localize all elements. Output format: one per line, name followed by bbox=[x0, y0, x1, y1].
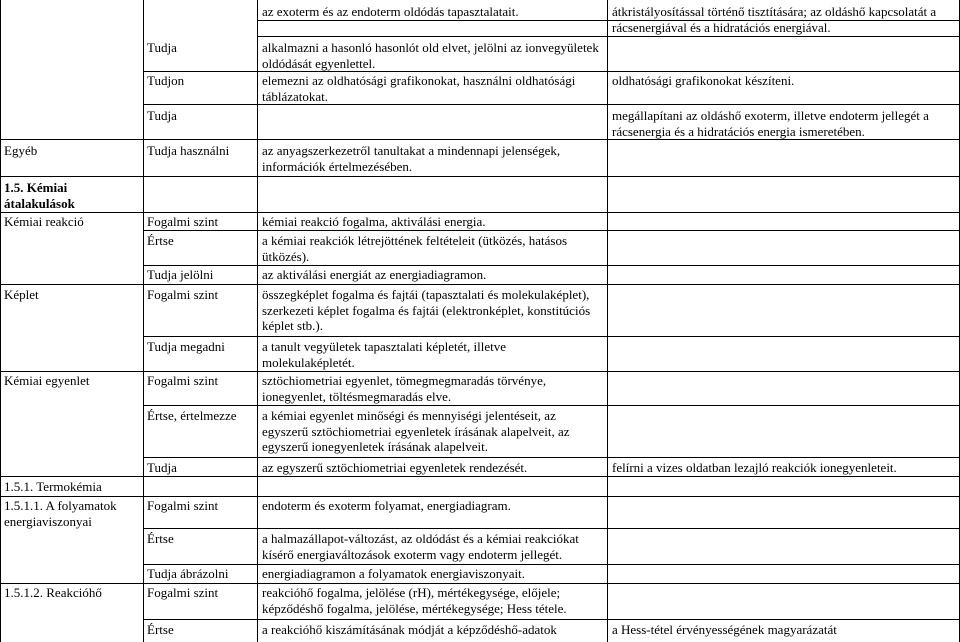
row-divider bbox=[143, 405, 959, 406]
row-topic: Kémiai reakció bbox=[4, 214, 84, 229]
section-heading: 1.5.1. Termokémia bbox=[4, 479, 102, 494]
row-divider bbox=[143, 336, 959, 337]
row-content: reakcióhő fogalma, jelölése (rH), mértékegysége, előjele; képződéshő fogalma, jelölése, mértékegysége; Hess tétele. bbox=[262, 585, 567, 616]
row-divider bbox=[0, 284, 960, 285]
row-topic: 1.5.1.2. Reakcióhő bbox=[4, 585, 102, 600]
row-requirement-level: Tudjon bbox=[147, 73, 185, 88]
row-divider bbox=[0, 371, 960, 372]
row-divider bbox=[143, 104, 959, 105]
row-divider bbox=[0, 583, 960, 584]
row-requirement-level: Tudja bbox=[147, 460, 177, 475]
row-content: kémiai reakció fogalma, aktiválási energia. bbox=[262, 214, 486, 229]
row-content: a kémiai egyenlet minőségi és mennyiségi jelentéseit, az egyszerű sztöchiometriai egyenletek írásának alapelveit, az egyszerű ionegyenletek írásának alapelveit. bbox=[262, 408, 570, 454]
row-divider bbox=[143, 265, 959, 266]
section-heading: 1.5. Kémiai átalakulások bbox=[4, 180, 75, 211]
row-content: sztöchiometriai egyenlet, tömegmegmaradás törvénye, ionegyenlet, töltésmegmaradás elve. bbox=[262, 373, 547, 404]
row-divider bbox=[257, 36, 959, 37]
row-divider bbox=[143, 71, 959, 72]
row-advanced-content: átkristályosítással történő tisztítására; az oldáshő kapcsolatát a rácsenergiával és a hidratációs energiával. bbox=[612, 4, 937, 35]
row-divider bbox=[0, 139, 960, 140]
row-requirement-level: Tudja ábrázolni bbox=[147, 566, 229, 581]
row-topic: Egyéb bbox=[4, 143, 38, 158]
row-content: a reakcióhő kiszámításának módját a képződéshő-adatok bbox=[262, 622, 557, 637]
row-requirement-level: Fogalmi szint bbox=[147, 214, 219, 229]
row-advanced-content: oldhatósági grafikonokat készíteni. bbox=[612, 73, 795, 88]
row-content: a halmazállapot-változást, az oldódást és a kémiai reakciókat kísérő energiaváltozások exoterm vagy endoterm jellegét. bbox=[262, 531, 579, 562]
row-divider bbox=[0, 496, 960, 497]
row-requirement-level: Tudja jelölni bbox=[147, 267, 214, 282]
row-divider bbox=[143, 230, 959, 231]
row-content: elemezni az oldhatósági grafikonokat, használni oldhatósági táblázatokat. bbox=[262, 73, 576, 104]
row-topic: 1.5.1.1. A folyamatok energiaviszonyai bbox=[4, 498, 117, 529]
row-content: összegképlet fogalma és fajtái (tapasztalati és molekulaképlet), szerkezeti képlet fogalma és fajtái (elektronképlet, konstitúciós képlet stb.). bbox=[262, 287, 591, 333]
row-content: a kémiai reakciók létrejöttének feltételeit (ütközés, hatásos ütközés). bbox=[262, 233, 568, 264]
row-divider bbox=[143, 564, 959, 565]
row-advanced-content: megállapítani az oldáshő exoterm, illetve endoterm jellegét a rácsenergia és a hidratációs energia ismeretében. bbox=[612, 108, 929, 139]
column-divider-3 bbox=[607, 0, 608, 642]
row-content: az anyagszerkezetről tanultakat a mindennapi jelenségek, információk értelmezésében. bbox=[262, 143, 561, 174]
row-content: az exoterm és az endoterm oldódás tapasztalatait. bbox=[262, 4, 519, 19]
row-requirement-level: Tudja bbox=[147, 40, 177, 55]
column-divider-1 bbox=[143, 0, 144, 642]
row-advanced-content: a Hess-tétel érvényességének magyarázatát bbox=[612, 622, 837, 637]
row-advanced-content: felírni a vizes oldatban lezajló reakciók ionegyenleteit. bbox=[612, 460, 897, 475]
row-content: endoterm és exoterm folyamat, energiadiagram. bbox=[262, 498, 511, 513]
row-divider bbox=[0, 212, 960, 213]
row-content: az aktiválási energiát az energiadiagramon. bbox=[262, 267, 487, 282]
row-requirement-level: Fogalmi szint bbox=[147, 373, 219, 388]
row-content: alkalmazni a hasonló hasonlót old elvet, jelölni az ionvegyületek oldódását egyenlettel. bbox=[262, 40, 599, 71]
row-divider bbox=[143, 457, 959, 458]
table-border-left bbox=[0, 0, 1, 642]
row-divider bbox=[143, 619, 959, 620]
row-requirement-level: Tudja használni bbox=[147, 143, 230, 158]
row-topic: Képlet bbox=[4, 287, 39, 302]
column-divider-2 bbox=[257, 0, 258, 642]
row-requirement-level: Értse bbox=[147, 531, 174, 546]
row-requirement-level: Tudja megadni bbox=[147, 339, 225, 354]
row-requirement-level: Értse bbox=[147, 233, 174, 248]
row-requirement-level: Fogalmi szint bbox=[147, 585, 219, 600]
row-content: energiadiagramon a folyamatok energiaviszonyait. bbox=[262, 566, 526, 581]
row-requirement-level: Értse, értelmezze bbox=[147, 408, 237, 423]
row-requirement-level: Tudja bbox=[147, 108, 177, 123]
row-topic: Kémiai egyenlet bbox=[4, 373, 90, 388]
row-divider bbox=[143, 528, 959, 529]
row-divider bbox=[0, 476, 960, 477]
row-requirement-level: Értse bbox=[147, 622, 174, 637]
row-content: az egyszerű sztöchiometriai egyenletek rendezését. bbox=[262, 460, 528, 475]
row-requirement-level: Fogalmi szint bbox=[147, 287, 219, 302]
row-divider bbox=[0, 176, 960, 177]
row-content: a tanult vegyületek tapasztalati képletét, illetve molekulaképletét. bbox=[262, 339, 507, 370]
row-requirement-level: Fogalmi szint bbox=[147, 498, 219, 513]
